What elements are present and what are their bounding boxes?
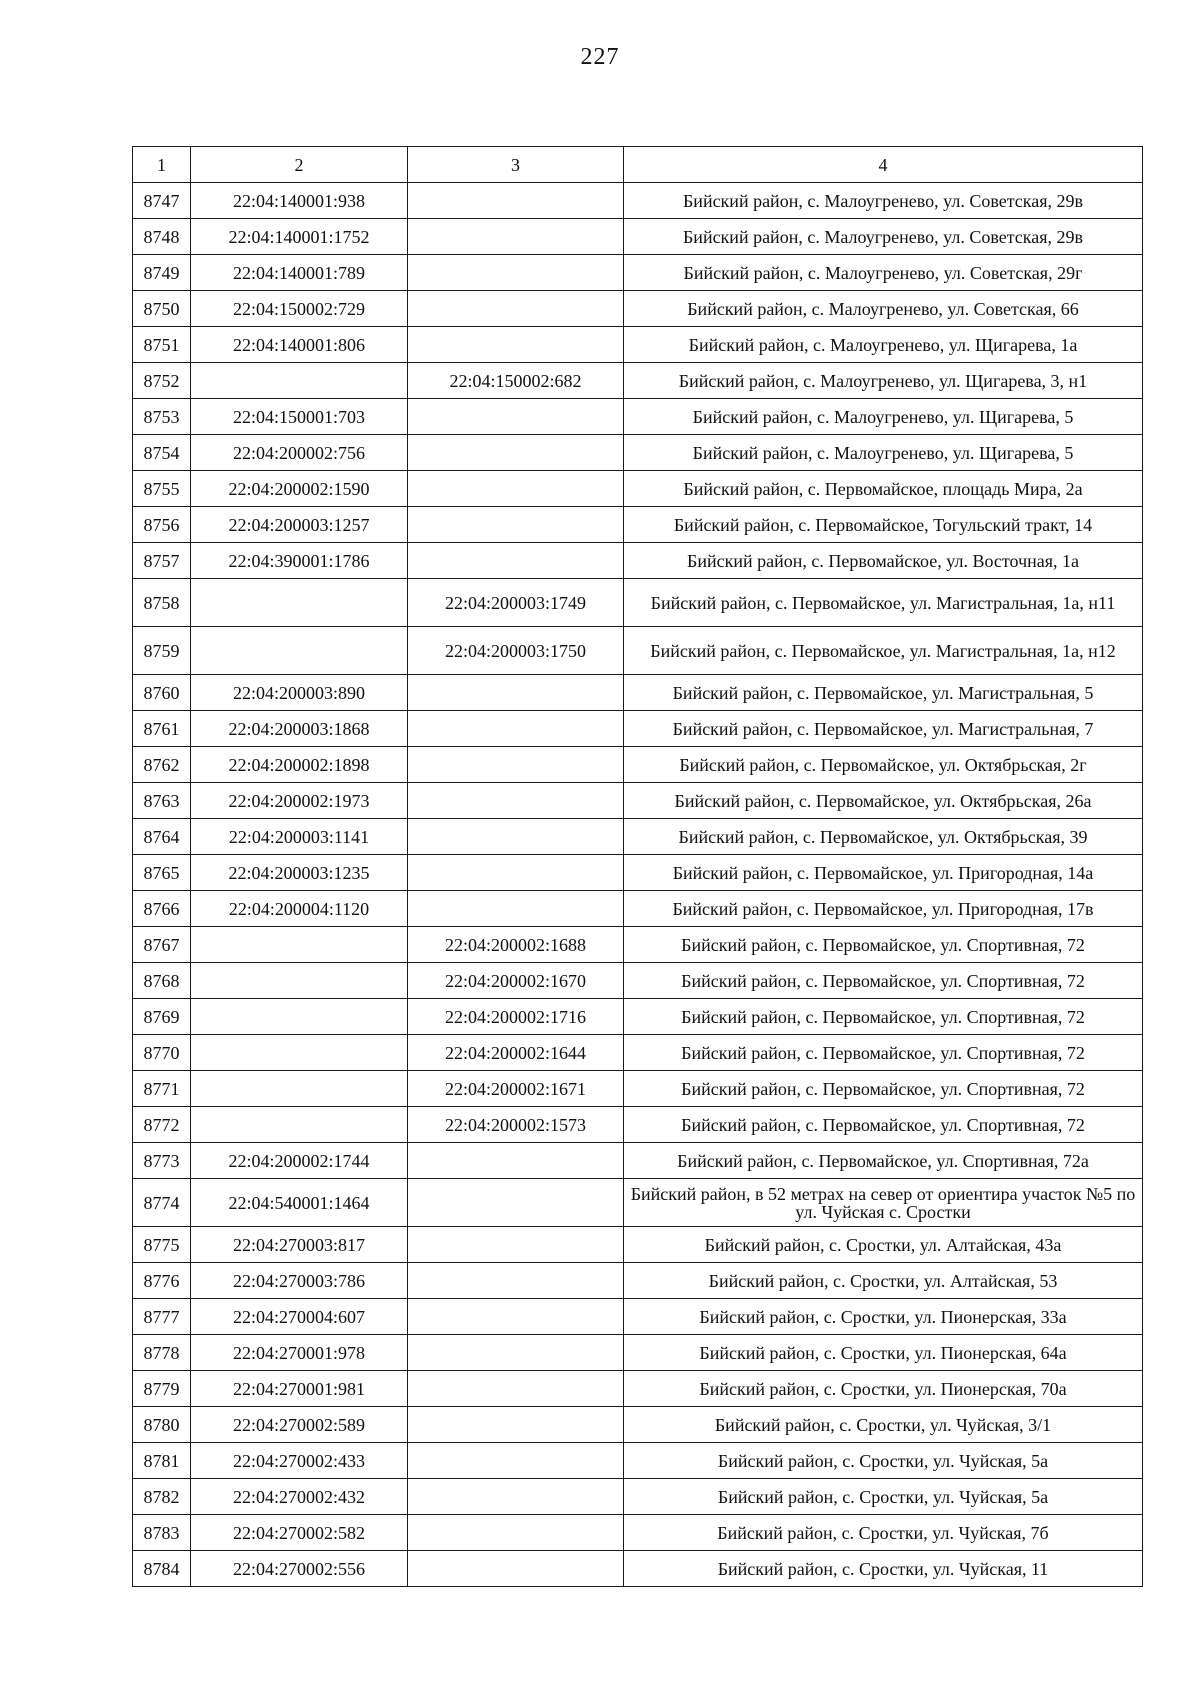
cadastral-number-cell: 22:04:140001:1752 [191,219,408,255]
cadastral-number-alt-cell [408,327,624,363]
table-row [133,927,1143,963]
row-number-cell: 8749 [133,255,191,291]
table-row [133,999,1143,1035]
cadastral-number-alt-cell [408,1515,624,1551]
cadastral-number-cell [191,963,408,999]
address-cell: Бийский район, с. Первомайское, Тогульский тракт, 14 [624,507,1143,543]
table-row [133,1227,1143,1263]
cadastral-number-alt-cell [408,1335,624,1371]
address-cell: Бийский район, с. Первомайское, ул. Спортивная, 72 [624,999,1143,1035]
cadastral-number-cell [191,999,408,1035]
cadastral-number-cell: 22:04:270003:817 [191,1227,408,1263]
address-cell: Бийский район, с. Сростки, ул. Пионерская, 64а [624,1335,1143,1371]
row-number-cell: 8775 [133,1227,191,1263]
cadastral-number-cell: 22:04:200003:890 [191,675,408,711]
table-row [133,783,1143,819]
address-cell: Бийский район, с. Сростки, ул. Пионерская, 70а [624,1371,1143,1407]
table-row [133,291,1143,327]
cadastral-number-cell [191,1035,408,1071]
cadastral-number-alt-cell [408,855,624,891]
cadastral-number-cell [191,627,408,675]
cadastral-number-alt-cell: 22:04:200003:1749 [408,579,624,627]
address-cell: Бийский район, с. Первомайское, ул. Пригородная, 17в [624,891,1143,927]
table-row [133,1143,1143,1179]
row-number-cell: 8754 [133,435,191,471]
table-row [133,1479,1143,1515]
row-number-cell: 8757 [133,543,191,579]
row-number-cell: 8768 [133,963,191,999]
cadastral-number-cell: 22:04:270002:432 [191,1479,408,1515]
cadastral-number-alt-cell [408,1179,624,1227]
address-cell: Бийский район, с. Первомайское, ул. Спортивная, 72 [624,1071,1143,1107]
cadastral-number-cell: 22:04:200003:1868 [191,711,408,747]
row-number-cell: 8755 [133,471,191,507]
table-row [133,363,1143,399]
address-cell: Бийский район, с. Сростки, ул. Чуйская, 5а [624,1443,1143,1479]
row-number-cell: 8774 [133,1179,191,1227]
row-number-cell: 8761 [133,711,191,747]
table-row [133,1263,1143,1299]
cadastral-number-cell: 22:04:140001:938 [191,183,408,219]
cadastral-number-alt-cell [408,819,624,855]
address-cell: Бийский район, с. Сростки, ул. Алтайская, 43а [624,1227,1143,1263]
row-number-cell: 8747 [133,183,191,219]
cadastral-number-cell: 22:04:200004:1120 [191,891,408,927]
address-cell: Бийский район, с. Сростки, ул. Чуйская, 7б [624,1515,1143,1551]
address-cell: Бийский район, с. Первомайское, ул. Спортивная, 72 [624,1107,1143,1143]
cadastral-number-cell [191,1071,408,1107]
column-header: 3 [408,147,624,183]
address-cell: Бийский район, в 52 метрах на север от ориентира участок №5 по ул. Чуйская с. Сростки [624,1179,1143,1227]
row-number-cell: 8782 [133,1479,191,1515]
cadastral-number-alt-cell: 22:04:200002:1670 [408,963,624,999]
cadastral-number-alt-cell [408,183,624,219]
address-cell: Бийский район, с. Первомайское, ул. Магистральная, 5 [624,675,1143,711]
row-number-cell: 8769 [133,999,191,1035]
cadastral-number-alt-cell [408,891,624,927]
cadastral-number-cell: 22:04:150002:729 [191,291,408,327]
cadastral-number-cell [191,927,408,963]
cadastral-number-cell: 22:04:200002:756 [191,435,408,471]
cadastral-number-cell [191,579,408,627]
table-row [133,183,1143,219]
row-number-cell: 8781 [133,1443,191,1479]
row-number-cell: 8784 [133,1551,191,1587]
cadastral-number-cell: 22:04:200002:1744 [191,1143,408,1179]
table-row [133,1179,1143,1227]
column-header: 1 [133,147,191,183]
table-row [133,855,1143,891]
row-number-cell: 8766 [133,891,191,927]
cadastral-number-cell: 22:04:270002:433 [191,1443,408,1479]
cadastral-number-alt-cell [408,399,624,435]
row-number-cell: 8753 [133,399,191,435]
cadastral-number-alt-cell: 22:04:200002:1573 [408,1107,624,1143]
cadastral-number-cell: 22:04:200003:1257 [191,507,408,543]
cadastral-number-cell: 22:04:270002:556 [191,1551,408,1587]
address-cell: Бийский район, с. Малоугренево, ул. Щигарева, 5 [624,399,1143,435]
table-body [133,183,1143,1587]
table-row [133,627,1143,675]
address-cell: Бийский район, с. Малоугренево, ул. Советская, 66 [624,291,1143,327]
cadastral-number-alt-cell [408,783,624,819]
row-number-cell: 8783 [133,1515,191,1551]
row-number-cell: 8762 [133,747,191,783]
cadastral-number-alt-cell [408,1143,624,1179]
column-header: 2 [191,147,408,183]
cadastral-number-alt-cell [408,255,624,291]
table-row [133,327,1143,363]
table-row [133,1335,1143,1371]
row-number-cell: 8750 [133,291,191,327]
registry-table [132,146,1143,1587]
row-number-cell: 8771 [133,1071,191,1107]
cadastral-number-cell: 22:04:140001:806 [191,327,408,363]
address-cell: Бийский район, с. Сростки, ул. Чуйская, 3/1 [624,1407,1143,1443]
address-cell: Бийский район, с. Первомайское, ул. Спортивная, 72 [624,963,1143,999]
address-cell: Бийский район, с. Первомайское, ул. Октябрьская, 26а [624,783,1143,819]
table-header-row [133,147,1143,183]
cadastral-number-alt-cell: 22:04:200003:1750 [408,627,624,675]
row-number-cell: 8779 [133,1371,191,1407]
table-row [133,255,1143,291]
row-number-cell: 8759 [133,627,191,675]
table-row [133,1035,1143,1071]
row-number-cell: 8767 [133,927,191,963]
row-number-cell: 8758 [133,579,191,627]
address-cell: Бийский район, с. Сростки, ул. Чуйская, 11 [624,1551,1143,1587]
cadastral-number-alt-cell [408,711,624,747]
table-row [133,1443,1143,1479]
cadastral-number-alt-cell [408,675,624,711]
cadastral-number-alt-cell [408,435,624,471]
row-number-cell: 8778 [133,1335,191,1371]
table-row [133,1371,1143,1407]
cadastral-number-alt-cell [408,1551,624,1587]
address-cell: Бийский район, с. Первомайское, ул. Восточная, 1а [624,543,1143,579]
cadastral-number-cell: 22:04:390001:1786 [191,543,408,579]
cadastral-number-alt-cell [408,1443,624,1479]
table-row [133,963,1143,999]
table-row [133,747,1143,783]
address-cell: Бийский район, с. Первомайское, ул. Магистральная, 1а, н11 [624,579,1143,627]
page-number: 227 [580,44,620,70]
address-cell: Бийский район, с. Первомайское, ул. Пригородная, 14а [624,855,1143,891]
table-row [133,675,1143,711]
cadastral-number-cell: 22:04:150001:703 [191,399,408,435]
cadastral-number-alt-cell [408,291,624,327]
table-row [133,1071,1143,1107]
table-row [133,399,1143,435]
cadastral-number-alt-cell [408,1263,624,1299]
address-cell: Бийский район, с. Малоугренево, ул. Щигарева, 5 [624,435,1143,471]
table-row [133,219,1143,255]
address-cell: Бийский район, с. Сростки, ул. Алтайская, 53 [624,1263,1143,1299]
table-row [133,1107,1143,1143]
address-cell: Бийский район, с. Малоугренево, ул. Щигарева, 1а [624,327,1143,363]
address-cell: Бийский район, с. Малоугренево, ул. Щигарева, 3, н1 [624,363,1143,399]
address-cell: Бийский район, с. Малоугренево, ул. Советская, 29в [624,183,1143,219]
cadastral-number-alt-cell [408,1371,624,1407]
table-row [133,1407,1143,1443]
row-number-cell: 8752 [133,363,191,399]
cadastral-number-cell [191,363,408,399]
cadastral-number-alt-cell [408,1227,624,1263]
address-cell: Бийский район, с. Сростки, ул. Пионерская, 33а [624,1299,1143,1335]
row-number-cell: 8772 [133,1107,191,1143]
address-cell: Бийский район, с. Первомайское, ул. Спортивная, 72а [624,1143,1143,1179]
cadastral-number-cell: 22:04:270004:607 [191,1299,408,1335]
cadastral-number-alt-cell [408,1407,624,1443]
address-cell: Бийский район, с. Первомайское, ул. Спортивная, 72 [624,1035,1143,1071]
cadastral-number-cell [191,1107,408,1143]
cadastral-number-cell: 22:04:140001:789 [191,255,408,291]
table-row [133,819,1143,855]
cadastral-number-alt-cell [408,507,624,543]
table-row [133,435,1143,471]
table-row [133,507,1143,543]
table-row [133,711,1143,747]
cadastral-number-alt-cell: 22:04:200002:1671 [408,1071,624,1107]
row-number-cell: 8760 [133,675,191,711]
address-cell: Бийский район, с. Первомайское, площадь Мира, 2а [624,471,1143,507]
table-row [133,579,1143,627]
row-number-cell: 8777 [133,1299,191,1335]
address-cell: Бийский район, с. Первомайское, ул. Магистральная, 1а, н12 [624,627,1143,675]
row-number-cell: 8756 [133,507,191,543]
table-row [133,1551,1143,1587]
cadastral-number-cell: 22:04:200002:1898 [191,747,408,783]
cadastral-number-cell: 22:04:200002:1590 [191,471,408,507]
table-row [133,1299,1143,1335]
cadastral-number-cell: 22:04:270002:582 [191,1515,408,1551]
cadastral-number-cell: 22:04:200002:1973 [191,783,408,819]
cadastral-number-alt-cell [408,543,624,579]
cadastral-number-alt-cell: 22:04:150002:682 [408,363,624,399]
table-row [133,543,1143,579]
cadastral-number-cell: 22:04:270003:786 [191,1263,408,1299]
cadastral-number-alt-cell [408,747,624,783]
address-cell: Бийский район, с. Первомайское, ул. Спортивная, 72 [624,927,1143,963]
cadastral-number-alt-cell [408,471,624,507]
cadastral-number-cell: 22:04:200003:1141 [191,819,408,855]
row-number-cell: 8765 [133,855,191,891]
cadastral-number-alt-cell [408,1299,624,1335]
column-header: 4 [624,147,1143,183]
address-cell: Бийский район, с. Первомайское, ул. Октябрьская, 2г [624,747,1143,783]
row-number-cell: 8773 [133,1143,191,1179]
table-row [133,891,1143,927]
row-number-cell: 8748 [133,219,191,255]
cadastral-number-cell: 22:04:270001:978 [191,1335,408,1371]
row-number-cell: 8780 [133,1407,191,1443]
address-cell: Бийский район, с. Первомайское, ул. Магистральная, 7 [624,711,1143,747]
row-number-cell: 8776 [133,1263,191,1299]
address-cell: Бийский район, с. Первомайское, ул. Октябрьская, 39 [624,819,1143,855]
address-cell: Бийский район, с. Малоугренево, ул. Советская, 29в [624,219,1143,255]
cadastral-number-alt-cell [408,219,624,255]
cadastral-number-cell: 22:04:200003:1235 [191,855,408,891]
table-row [133,1515,1143,1551]
row-number-cell: 8764 [133,819,191,855]
row-number-cell: 8770 [133,1035,191,1071]
address-cell: Бийский район, с. Сростки, ул. Чуйская, 5а [624,1479,1143,1515]
row-number-cell: 8751 [133,327,191,363]
cadastral-number-cell: 22:04:270002:589 [191,1407,408,1443]
row-number-cell: 8763 [133,783,191,819]
cadastral-number-alt-cell: 22:04:200002:1688 [408,927,624,963]
cadastral-number-alt-cell: 22:04:200002:1644 [408,1035,624,1071]
table-row [133,471,1143,507]
cadastral-number-alt-cell: 22:04:200002:1716 [408,999,624,1035]
address-cell: Бийский район, с. Малоугренево, ул. Советская, 29г [624,255,1143,291]
cadastral-number-cell: 22:04:270001:981 [191,1371,408,1407]
cadastral-number-alt-cell [408,1479,624,1515]
cadastral-number-cell: 22:04:540001:1464 [191,1179,408,1227]
